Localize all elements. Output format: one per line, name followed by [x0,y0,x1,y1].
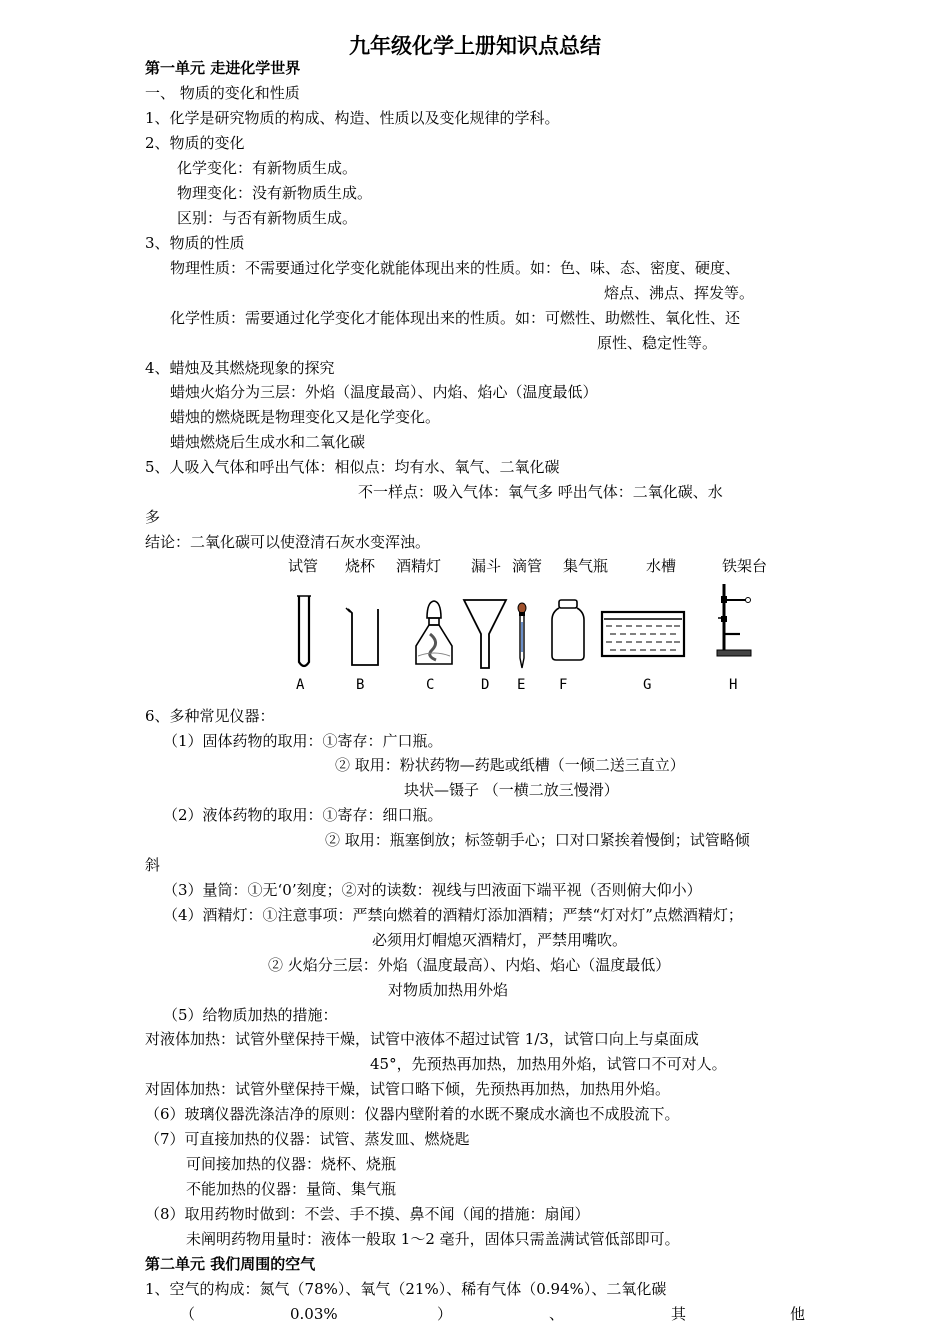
paragraph: 块状—镊子 （一横二放三慢滑） [404,781,619,799]
apparatus-letter: F [559,677,568,693]
apparatus-letter: H [729,677,738,693]
paragraph: （6）玻璃仪器洗涤洁净的原则：仪器内壁附着的水既不聚成水滴也不成股流下。 [145,1105,680,1123]
paragraph: 化学性质：需要通过化学变化才能体现出来的性质。如：可燃性、助燃性、氧化性、还 [170,309,741,327]
alcohol-lamp-icon [410,598,458,670]
paragraph: 物理性质：不需要通过化学变化就能体现出来的性质。如：色、味、态、密度、硬度、 [170,259,741,277]
iron-stand-icon [714,580,754,658]
paragraph: 原性、稳定性等。 [597,334,718,352]
paragraph: 蜡烛燃烧后生成水和二氧化碳 [170,433,366,451]
paragraph: 必须用灯帽熄灭酒精灯，严禁用嘴吹。 [372,931,628,949]
paragraph: 多 [145,508,161,526]
paragraph: （ [180,1305,196,1323]
paragraph: 熔点、沸点、挥发等。 [604,284,755,302]
beaker-icon [344,605,384,670]
apparatus-letter: G [643,677,652,693]
water-trough-icon [600,610,686,660]
apparatus-name: 铁架台 [722,557,768,575]
apparatus-name: 酒精灯 [396,557,442,575]
paragraph: 区别：与否有新物质生成。 [177,209,358,227]
paragraph: 45°，先预热再加热，加热用外焰，试管口不可对人。 [370,1055,727,1073]
apparatus-letter: D [481,677,490,693]
paragraph: 结论：二氧化碳可以使澄清石灰水变浑浊。 [145,533,431,551]
paragraph: 不能加热的仪器：量筒、集气瓶 [186,1180,397,1198]
paragraph: 对固体加热：试管外壁保持干燥，试管口略下倾，先预热再加热，加热用外焰。 [145,1080,671,1098]
paragraph: 物理变化：没有新物质生成。 [177,184,373,202]
apparatus-name: 试管 [288,557,319,575]
paragraph: ② 火焰分三层：外焰（温度最高）、内焰、焰心（温度最低） [268,956,671,974]
unit1-heading: 第一单元 走进化学世界 [145,59,301,77]
paragraph: 0.03% [290,1305,338,1323]
paragraph: 斜 [145,856,161,874]
test-tube-icon [290,590,320,670]
apparatus-name: 水槽 [646,557,677,575]
apparatus-name: 滴管 [512,557,543,575]
paragraph: 蜡烛火焰分为三层：外焰（温度最高）、内焰、焰心（温度最低） [170,383,598,401]
paragraph: （1）固体药物的取用：①寄存：广口瓶。 [163,732,443,750]
paragraph: 其 [671,1305,687,1323]
apparatus-name: 集气瓶 [563,557,609,575]
paragraph: 可间接加热的仪器：烧杯、烧瓶 [186,1155,397,1173]
paragraph: （4）酒精灯：①注意事项：严禁向燃着的酒精灯添加酒精；严禁“灯对灯”点燃酒精灯； [163,906,743,924]
section-heading: 一、 物质的变化和性质 [145,84,300,102]
apparatus-letter: A [296,677,305,693]
paragraph: 1、空气的构成：氮气（78%）、氧气（21%）、稀有气体（0.94%）、二氧化碳 [145,1280,667,1298]
paragraph: （5）给物质加热的措施： [163,1006,338,1024]
paragraph: 1、化学是研究物质的构成、构造、性质以及变化规律的学科。 [145,109,560,127]
apparatus-letter: B [356,677,365,693]
paragraph: 对液体加热：试管外壁保持干燥，试管中液体不超过试管 1/3，试管口向上与桌面成 [145,1030,699,1048]
paragraph: 3、物质的性质 [145,234,245,252]
gas-jar-icon [548,598,588,664]
paragraph: 5、人吸入气体和呼出气体：相似点：均有水、氧气、二氧化碳 [145,458,560,476]
paragraph: （2）液体药物的取用：①寄存：细口瓶。 [163,806,443,824]
paragraph: 2、物质的变化 [145,134,245,152]
apparatus-name: 漏斗 [471,557,502,575]
paragraph: （3）量筒：①无‘0’刻度；②对的读数：视线与凹液面下端平视（否则俯大仰小） [163,881,702,899]
paragraph: 6、多种常见仪器： [145,707,275,725]
funnel-icon [462,598,508,672]
paragraph: 4、蜡烛及其燃烧现象的探究 [145,359,335,377]
paragraph: 不一样点：吸入气体：氧气多 呼出气体：二氧化碳、水 [358,483,723,501]
apparatus-letter: C [426,677,435,693]
paragraph: （8）取用药物时做到：不尝、手不摸、鼻不闻（闻的措施：扇闻） [145,1205,590,1223]
paragraph: ② 取用：瓶塞倒放；标签朝手心；口对口紧挨着慢倒；试管略倾 [325,831,750,849]
paragraph: ） [437,1305,453,1323]
apparatus-name: 烧杯 [345,557,376,575]
dropper-icon [514,602,530,672]
paragraph: 化学变化：有新物质生成。 [177,159,358,177]
paragraph: 他 [790,1305,806,1323]
paragraph: ② 取用：粉状药物—药匙或纸槽（一倾二送三直立） [335,756,685,774]
paragraph: 蜡烛的燃烧既是物理变化又是化学变化。 [170,408,441,426]
page-title: 九年级化学上册知识点总结 [349,34,601,58]
apparatus-letter: E [517,677,526,693]
unit2-heading: 第二单元 我们周围的空气 [145,1255,316,1273]
paragraph: （7）可直接加热的仪器：试管、蒸发皿、燃烧匙 [145,1130,470,1148]
paragraph: 对物质加热用外焰 [388,981,509,999]
paragraph: 未阐明药物用量时：液体一般取 1～2 毫升，固体只需盖满试管低部即可。 [186,1230,680,1248]
paragraph: 、 [549,1305,565,1323]
